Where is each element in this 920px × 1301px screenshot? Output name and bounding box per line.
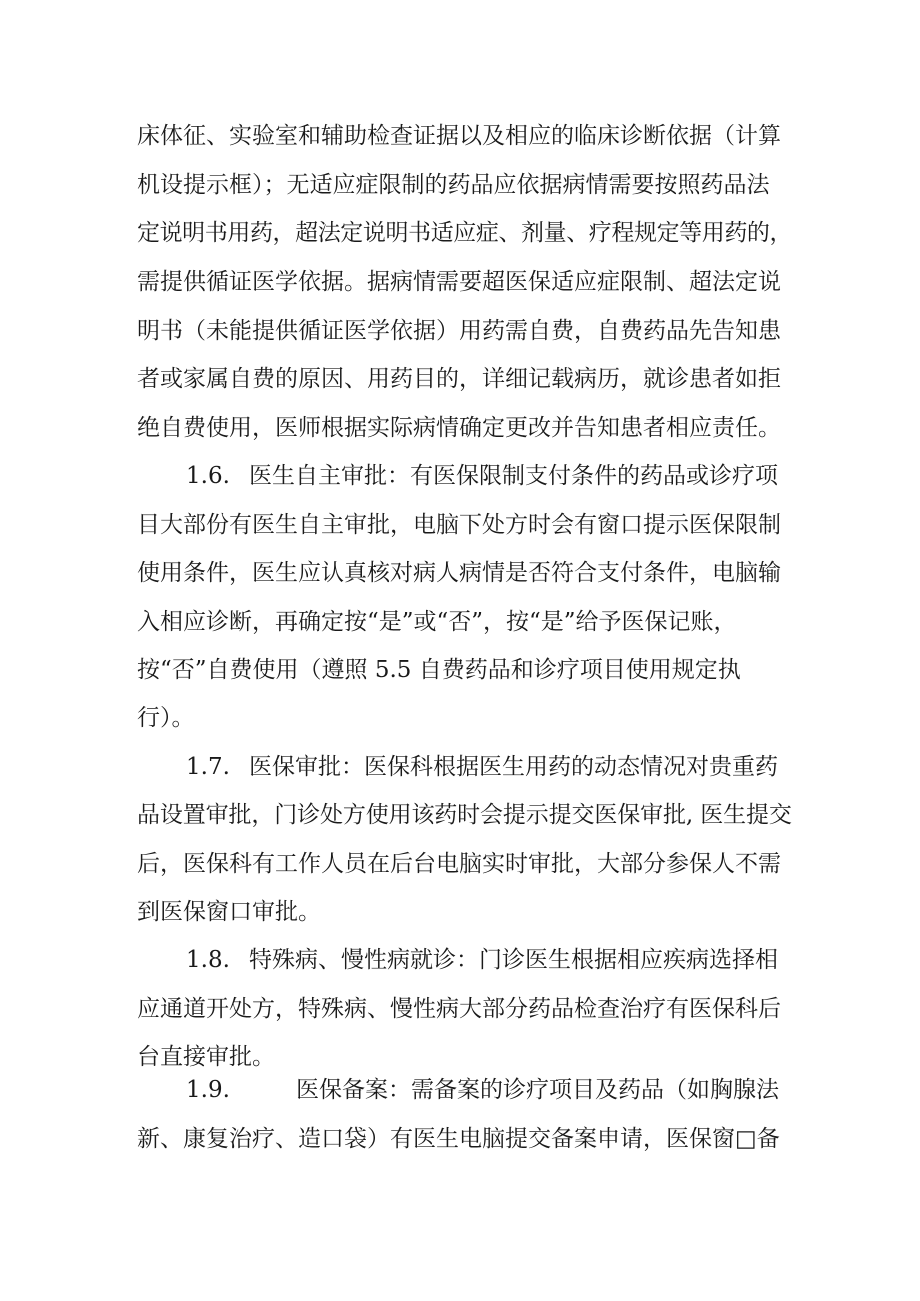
section-line: 行）。 bbox=[137, 705, 195, 731]
section-line: 按“否”自费使用（遵照 5.5 自费药品和诊疗项目使用规定执 bbox=[137, 657, 741, 683]
paragraph-line: 绝自费使用，医师根据实际病情确定更改并告知患者相应责任。 bbox=[137, 415, 781, 441]
section-line: 后，医保科有工作人员在后台电脑实时审批，大部分参保人不需 bbox=[137, 851, 781, 877]
section-number: 1.7. bbox=[186, 754, 230, 780]
section-number: 1.8. bbox=[186, 947, 230, 973]
section-line: 使用条件，医生应认真核对病人病情是否符合支付条件，电脑输 bbox=[137, 560, 781, 586]
section-line: 品设置审批，门诊处方使用该药时会提示提交医保审批, 医生提交 bbox=[137, 802, 792, 828]
paragraph-line: 床体征、实验室和辅助检查证据以及相应的临床诊断依据（计算 bbox=[137, 123, 781, 149]
section-line: 新、康复治疗、造口袋）有医生电脑提交备案申请，医保窗□备 bbox=[137, 1126, 780, 1152]
section-line: 应通道开处方，特殊病、慢性病大部分药品检查治疗有医保科后 bbox=[137, 996, 781, 1022]
paragraph-line: 定说明书用药，超法定说明书适应症、剂量、疗程规定等用药的， bbox=[137, 220, 793, 246]
section-first-line: 特殊病、慢性病就诊：门诊医生根据相应疾病选择相 bbox=[249, 947, 778, 973]
paragraph-line: 者或家属自费的原因、用药目的，详细记载病历，就诊患者如拒 bbox=[137, 366, 781, 392]
section-first-line: 医保审批：医保科根据医生用药的动态情况对贵重药 bbox=[249, 754, 778, 780]
section-line: 台直接审批。 bbox=[137, 1044, 275, 1070]
section-line: 目大部份有医生自主审批，电脑下处方时会有窗口提示医保限制 bbox=[137, 512, 781, 538]
section-first-line: 医保备案：需备案的诊疗项目及药品（如胸腺法 bbox=[296, 1077, 779, 1103]
paragraph-line: 需提供循证医学依据。据病情需要超医保适应症限制、超法定说 bbox=[137, 269, 781, 295]
paragraph-line: 机设提示框）；无适应症限制的药品应依据病情需要按照药品法 bbox=[137, 172, 770, 198]
section-line: 入相应诊断，再确定按“是”或“否”，按“是”给予医保记账， bbox=[137, 609, 737, 635]
section-line: 到医保窗口审批。 bbox=[137, 899, 321, 925]
section-number: 1.9. bbox=[186, 1077, 230, 1103]
section-number: 1.6. bbox=[186, 463, 230, 489]
paragraph-line: 明书（未能提供循证医学依据）用药需自费，自费药品先告知患 bbox=[137, 318, 781, 344]
section-first-line: 医生自主审批：有医保限制支付条件的药品或诊疗项 bbox=[249, 463, 778, 489]
